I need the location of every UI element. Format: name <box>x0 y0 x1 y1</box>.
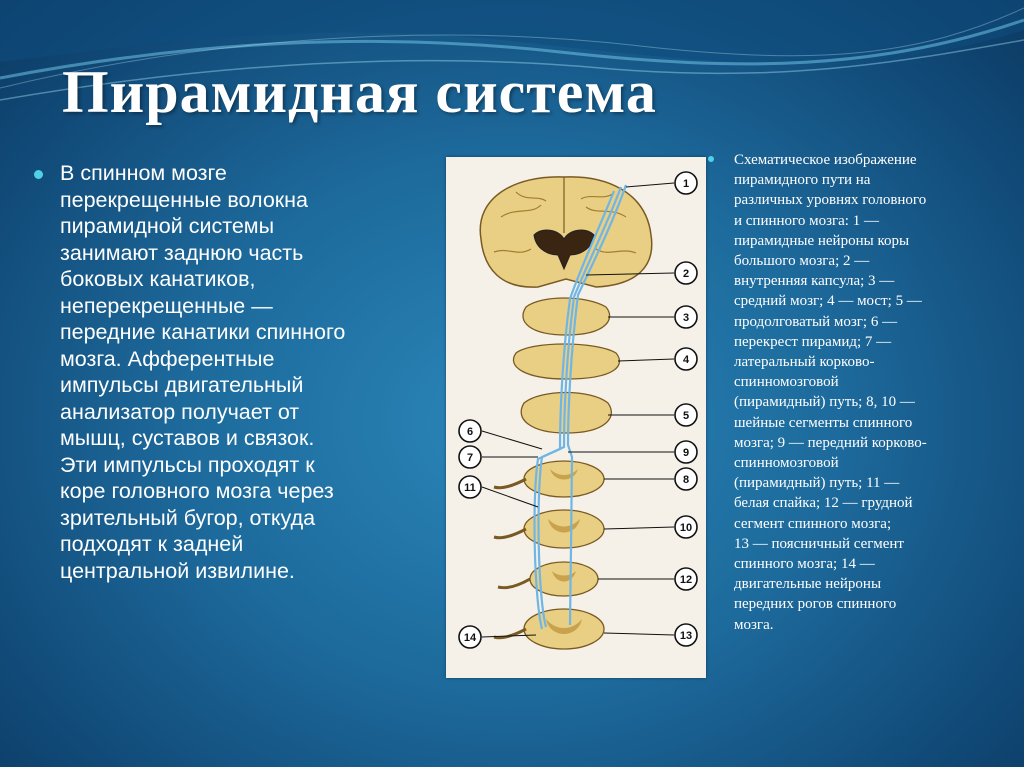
label-number-left-0: 6 <box>466 426 474 438</box>
label-number-right-5: 9 <box>682 447 690 459</box>
label-number-right-8: 12 <box>679 574 693 586</box>
slide-title: Пирамидная система <box>62 59 657 125</box>
label-number-right-0: 1 <box>682 178 690 190</box>
label-number-right-3: 4 <box>682 354 690 366</box>
diagram-svg <box>446 157 706 678</box>
bullet-dot-icon <box>34 170 43 179</box>
label-number-right-9: 13 <box>679 630 693 642</box>
label-number-right-7: 10 <box>679 522 693 534</box>
label-number-right-1: 2 <box>682 268 690 280</box>
label-number-left-3: 14 <box>463 632 477 644</box>
label-number-left-1: 7 <box>466 452 474 464</box>
figure-caption: Схематическое изображение пирамидного пути на различных уровнях головного и спинного мозга: 1 — пирамидные нейроны коры большого мозга; 2 — внутренняя капсула; 3 — средний мозг; 4 — мост; 5 — продолговатый мозг; 6 — перекрест пирамид; 7 — латеральный корково- спинномозговой (пирамидный) путь; 8, 10 — шейные сегменты спинного мозга; 9 — передний корково- спинномозговой (пирамидный) путь; 11 — белая спайка; 12 — грудной сегмент спинного мозга; 13 — поясничный сегмент спинного мозга; 14 — двигательные нейроны передних рогов спинного мозга. <box>734 152 927 633</box>
pyramidal-tract-diagram <box>446 157 706 678</box>
bullet-dot-icon <box>708 156 714 162</box>
brain-section <box>480 177 652 287</box>
label-number-right-4: 5 <box>682 410 690 422</box>
label-number-left-2: 11 <box>464 482 476 494</box>
label-number-right-6: 8 <box>682 474 690 486</box>
label-number-right-2: 3 <box>682 312 690 324</box>
main-bullet <box>34 160 434 584</box>
main-text: В спинном мозге перекрещенные волокна пирамидной системы занимают заднюю часть боковых канатиков, неперекрещенные — передние канатики спинного мозга. Афферентные импульсы двигательный анализатор получает от мышц, суставов и связок. Эти импульсы проходят к коре головного мозга через зрительный бугор, откуда подходят к задней центральной извилине. <box>60 161 346 583</box>
caption-bullet <box>708 150 1020 635</box>
nerve-roots <box>494 479 530 638</box>
